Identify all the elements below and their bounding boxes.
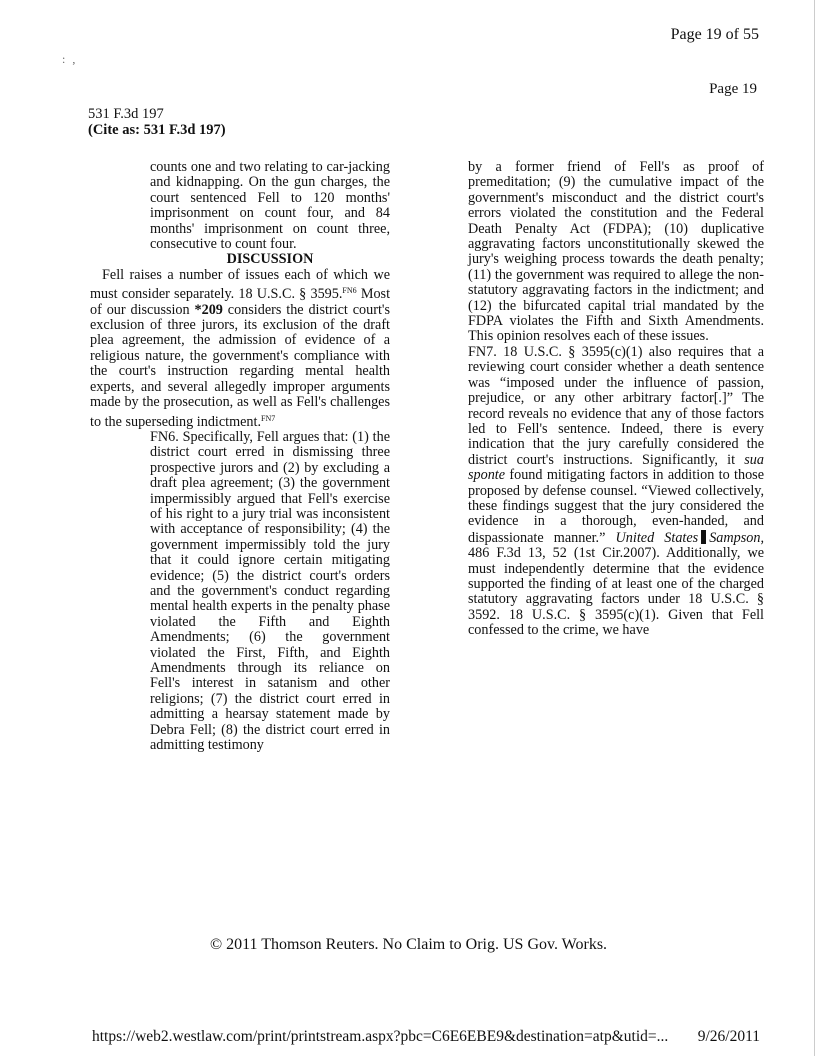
copyright-footer: © 2011 Thomson Reuters. No Claim to Orig. US Gov. Works. xyxy=(209,936,608,953)
source-url: https://web2.westlaw.com/print/printstream.aspx?pbc=C6E6EBE9&destination=atp&utid=... xyxy=(92,1028,669,1045)
fn7-text-c: 486 F.3d 13, 52 (1st Cir.2007). Additionally, we must independently determine that the evidence supported the finding of at least one of the charged statutory aggravating factors under 18 U.S.C. § 3592. 18 U.S.C. § 3595(c)(1). Given that Fell confessed to the crime, we have xyxy=(468,545,764,639)
intro-paragraph: counts one and two relating to car-jacking and kidnapping. On the gun charges, the court sentenced Fell to 120 months' imprisonment on count four, and 84 months' imprisonment on count three, consecutive to count four. xyxy=(150,159,390,253)
discussion-text-c: considers the district court's exclusion of three jurors, its exclusion of the draft plea agreement, the admission of evidence of a religious nature, the government's compliance with the court's instruction regarding mental health experts, and several allegedly improper arguments made by the prosecution, as well as Fell's challenges to the superseding indictment. xyxy=(90,301,390,430)
discussion-paragraph xyxy=(90,268,390,430)
cite-as: (Cite as: 531 F.3d 197) xyxy=(88,122,226,138)
fn7-link[interactable]: FN7 xyxy=(261,413,276,423)
print-date: 9/26/2011 xyxy=(697,1028,760,1045)
footnote-6-continued: by a former friend of Fell's as proof of premeditation; (9) the cumulative impact of the government's misconduct and the district court's errors violated the constitution and the Federal Death Penalty Act (FDPA); (10) duplicative aggravating factors unconstitutionally skewed the jury's weighing process towards the death penalty; (11) the government was required to allege the non-statutory aggravating factors in the indictment; and (12) the bifurcated capital trial mandated by the FDPA violates the Fifth and Sixth Amendments. This opinion resolves each of these issues. xyxy=(468,159,764,345)
right-column xyxy=(468,160,764,639)
discussion-heading: DISCUSSION xyxy=(226,251,314,268)
footnote-6: FN6. Specifically, Fell argues that: (1) the district court erred in dismissing three prospective jurors and (2) by excluding a draft plea agreement; (3) the government impermissibly argued that Fell's exercise of his right to a jury trial was inconsistent with acceptance of responsibility; (4) the government impermissibly told the jury that it could ignore certain mitigating evidence; (5) the district court's orders and the government's conduct regarding mental health experts in the penalty phase violated the Fifth and Eighth Amendments; (6) the government violated the First, Fifth, and Eighth Amendments through its reliance on Fell's interest in satanism and other religions; (7) the district court erred in admitting a hearsay statement made by Debra Fell; (8) the district court erred in admitting testimony xyxy=(150,428,390,754)
page-of-label: Page 19 of 55 xyxy=(670,26,759,43)
citation-block xyxy=(88,106,226,138)
fn7-italic: sua sponte xyxy=(468,451,764,484)
reporter-citation: 531 F.3d 197 xyxy=(88,106,164,122)
star-page: *209 xyxy=(194,301,223,318)
left-column xyxy=(90,160,390,753)
fn7-text-b: found mitigating factors in addition to those proposed by defense counsel. “Viewed collectively, these findings suggest that the jury considered the evidence in a thorough, even-handed, and dispassionate manner.” xyxy=(468,467,764,546)
footnote-7 xyxy=(468,345,764,639)
fn6-link[interactable]: FN6 xyxy=(342,286,357,296)
scan-marks: : , xyxy=(62,52,78,66)
fn7-text-a: FN7. 18 U.S.C. § 3595(c)(1) also requires that a reviewing court consider whether a death sentence was “imposed under the influence of passion, prejudice, or any other arbitrary factor[.]” The record reveals no evidence that any of those factors led to Fell's sentence. Indeed, there is every indication that the jury carefully considered the district court's instructions. Significantly, it xyxy=(468,343,764,468)
case-name-b: Sampson, xyxy=(709,529,764,546)
discussion-text-b: Most of our discussion xyxy=(90,286,391,318)
case-name-a: United States xyxy=(615,529,699,546)
redaction-mark xyxy=(701,530,706,544)
discussion-text-a: Fell raises a number of issues each of which we must consider separately. 18 U.S.C. § 3595. xyxy=(90,266,390,303)
page-label: Page 19 xyxy=(709,81,757,97)
page-edge-line xyxy=(814,0,815,1056)
